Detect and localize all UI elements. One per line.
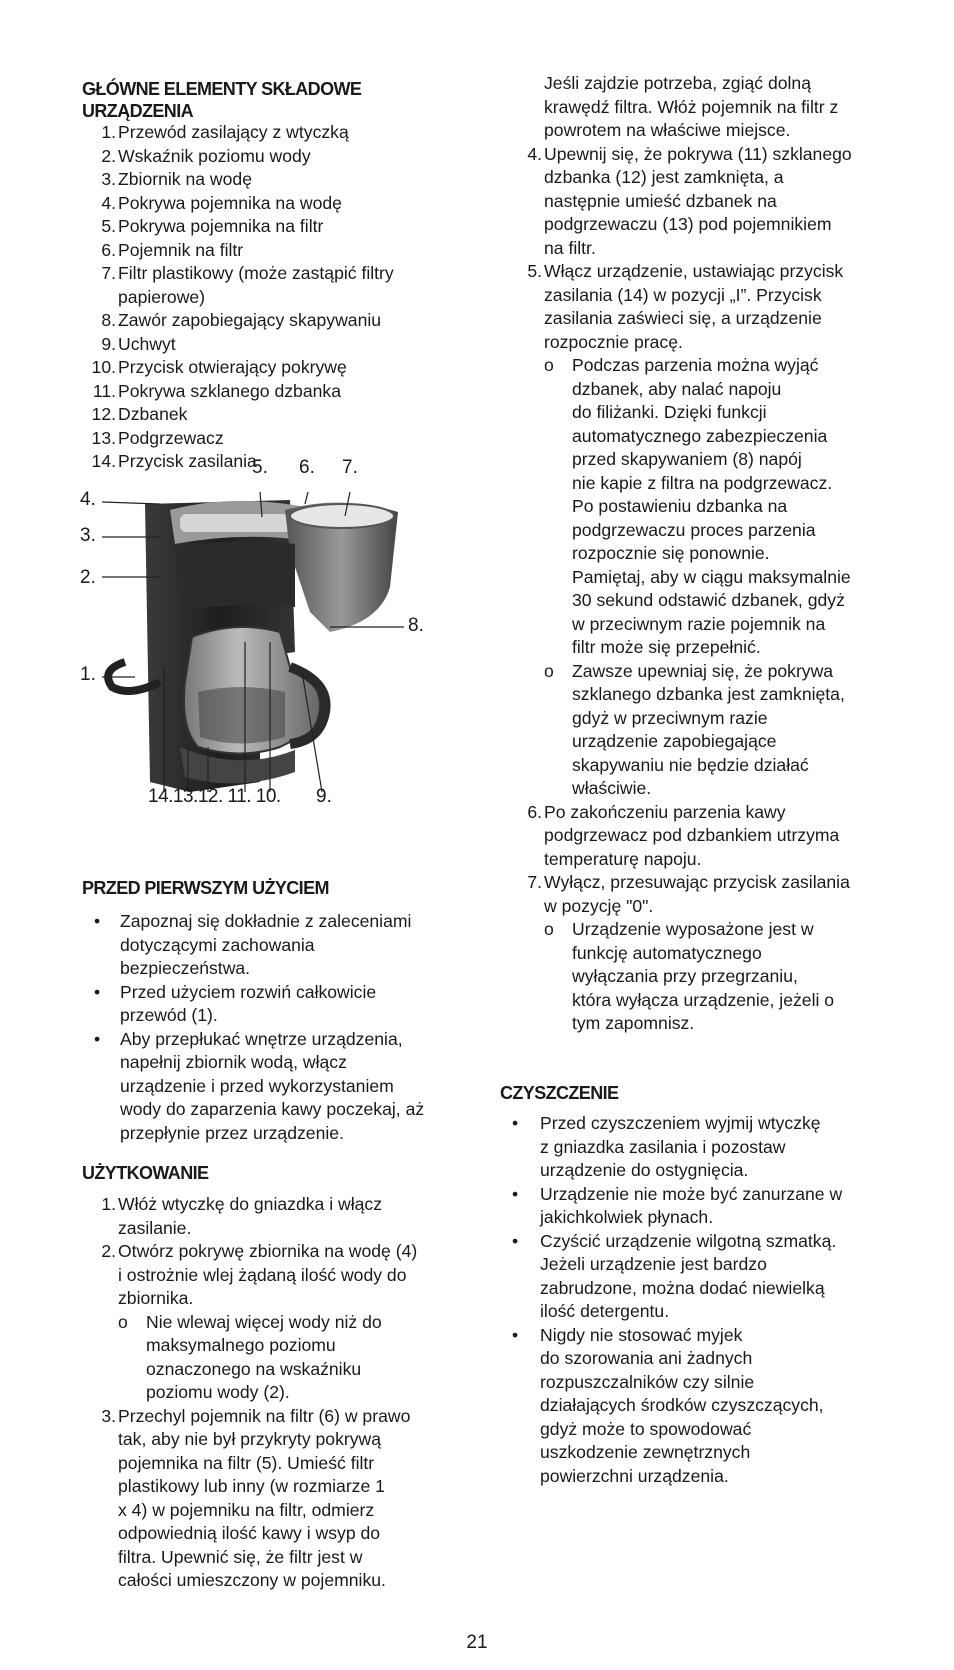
list-item: 14. Przycisk zasilania xyxy=(91,451,257,471)
filter-rim xyxy=(290,504,394,528)
list-item: 11. Pokrywa szklanego dzbanka xyxy=(92,380,341,401)
list-item: • Przed czyszczeniem wyjmij wtyczkę z gniazdka zasilania i pozostaw urządzenie do ostygnięcia. xyxy=(512,1113,821,1180)
list-item: 10. Przycisk otwierający pokrywę xyxy=(91,357,347,377)
list-item: 13. Podgrzewacz xyxy=(91,427,224,448)
heading-components xyxy=(82,78,361,122)
list-item: 1. Włóż wtyczkę do gniazdka i włącz zasilanie. xyxy=(101,1194,383,1238)
list-item: • Czyścić urządzenie wilgotną szmatką. Jeżeli urządzenie jest bardzo zabrudzone, można dodać niewielką ilość detergentu. xyxy=(512,1230,837,1321)
label-9: 9. xyxy=(316,786,332,807)
list-item: • Zapoznaj się dokładnie z zaleceniami dotyczącymi zachowania bezpieczeństwa. xyxy=(94,911,412,978)
heading-line: GŁÓWNE ELEMENTY SKŁADOWE xyxy=(82,79,362,99)
list-item: Jeśli zajdzie potrzeba, zgiąć dolną krawędź filtra. Włóż pojemnik na filtr z powrotem na właściwe miejsce. xyxy=(544,73,839,140)
list-item: 4. Upewnij się, że pokrywa (11) szklanego dzbanka (12) jest zamknięta, a następnie umieść dzbanek na podgrzewaczu (13) pod pojemnikiem na filtr. xyxy=(527,143,852,258)
list-item: • Nigdy nie stosować myjek do szorowania ani żadnych rozpuszczalników czy silnie działających środków czyszczących, gdyż może to spowodować uszkodzenie zewnętrznych powierzchni urządzenia. xyxy=(512,1324,824,1486)
page-number: 21 xyxy=(466,1632,488,1653)
label-4: 4. xyxy=(80,489,96,510)
heading-usage: UŻYTKOWANIE xyxy=(82,1163,209,1183)
coffee-maker-illustration xyxy=(80,492,470,872)
bullet-icon: • xyxy=(94,1028,101,1049)
heading-cleaning: CZYSZCZENIE xyxy=(500,1083,619,1103)
list-item: 5. Pokrywa pojemnika na filtr xyxy=(101,216,324,236)
bullet-icon: • xyxy=(94,911,101,931)
bullet-icon: • xyxy=(94,981,101,1002)
label-2: 2. xyxy=(80,567,96,588)
label-1: 1. xyxy=(80,664,96,685)
list-item: 3. Przechyl pojemnik na filtr (6) w prawo tak, aby nie był przykryty pokrywą pojemnika na filtr (5). Umieść filtr plastikowy lub inny (w rozmiarze 1 x 4) w pojemniku na filtr, odmierz odpowiednią ilość kawy i wsyp do filtra. Upewnić się, że filtr jest w całości umieszczony w pojemniku. xyxy=(101,1405,411,1590)
list-item: 3. Zbiornik na wodę xyxy=(101,169,252,189)
first-use-list xyxy=(82,910,482,1145)
list-item: o Podczas parzenia można wyjąć dzbanek, aby nalać napoju do filiżanki. Dzięki funkcji automatycznego zabezpieczenia przed skapywaniem (8) napój nie kapie z filtra na podgrzewacz. Po postawieniu dzbanka na podgrzewaczu proces parzenia rozpocznie się ponownie. Pamiętaj, aby w ciągu maksymalnie 30 sekund odstawić dzbanek, gdyż w przeciwnym razie pojemnik na filtr może się przepełnić. xyxy=(544,355,851,657)
window-shape xyxy=(175,541,295,610)
label-8: 8. xyxy=(408,615,424,636)
list-item: o Nie wlewaj więcej wody niż do maksymalnego poziomu oznaczonego na wskaźniku poziomu wody (2). xyxy=(118,1311,382,1402)
label-bottom-row: 14.13.12. 11. 10. xyxy=(148,786,281,807)
list-item: 2. Wskaźnik poziomu wody xyxy=(101,145,311,166)
bullet-icon: • xyxy=(512,1113,519,1133)
list-item: o Zawsze upewniaj się, że pokrywa szklanego dzbanka jest zamknięta, gdyż w przeciwnym razie urządzenie zapobiegające skapywaniu nie będzie działać właściwie. xyxy=(544,660,845,798)
list-item: 6. Po zakończeniu parzenia kawy podgrzewacz pod dzbankiem utrzyma temperaturę napoju. xyxy=(527,801,840,869)
label-6: 6. xyxy=(299,457,315,478)
list-item: 9. Uchwyt xyxy=(101,333,176,354)
list-item: 1. Przewód zasilający z wtyczką xyxy=(101,122,349,142)
usage-list-right xyxy=(508,72,908,1036)
list-item: • Urządzenie nie może być zanurzane w jakichkolwiek płynach. xyxy=(512,1183,843,1227)
components-list xyxy=(82,121,482,474)
bullet-icon: • xyxy=(512,1324,519,1345)
label-7: 7. xyxy=(342,457,358,478)
list-item: 12. Dzbanek xyxy=(91,404,188,424)
list-item: 6. Pojemnik na filtr xyxy=(101,239,244,260)
label-3: 3. xyxy=(80,525,96,546)
heading-line: URZĄDZENIA xyxy=(82,101,193,121)
label-5: 5. xyxy=(252,457,268,478)
list-item: 8. Zawór zapobiegający skapywaniu xyxy=(101,310,382,330)
bullet-icon: • xyxy=(512,1230,519,1251)
list-item: 4. Pokrywa pojemnika na wodę xyxy=(101,192,342,213)
list-item: 2. Otwórz pokrywę zbiornika na wodę (4) i ostrożnie wlej żądaną ilość wody do zbiornika. xyxy=(101,1241,418,1308)
list-item: o Urządzenie wyposażone jest w funkcję automatycznego wyłączania przy przegrzaniu, która wyłącza urządzenie, jeżeli o tym zapomnisz. xyxy=(544,919,835,1033)
coffee-level xyxy=(198,687,285,744)
heading-first-use: PRZED PIERWSZYM UŻYCIEM xyxy=(82,878,329,898)
list-item: 7. Wyłącz, przesuwając przycisk zasilania w pozycję "0". xyxy=(527,872,850,916)
list-item: • Przed użyciem rozwiń całkowicie przewód (1). xyxy=(94,981,377,1025)
cleaning-list xyxy=(500,1112,910,1488)
bullet-icon: • xyxy=(512,1183,519,1204)
usage-list-left xyxy=(82,1193,482,1593)
list-item: • Aby przepłukać wnętrze urządzenia, napełnij zbiornik wodą, włącz urządzenie i przed wykorzystaniem wody do zaparzenia kawy poczekaj, aż przepłynie przez urządzenie. xyxy=(94,1028,425,1143)
lid-highlight xyxy=(180,514,290,532)
list-item: 7. Filtr plastikowy (może zastąpić filtry papierowe) xyxy=(101,263,394,307)
list-item: 5. Włącz urządzenie, ustawiając przycisk zasilania (14) w pozycji „I”. Przycisk zasilania zaświeci się, a urządzenie rozpocznie pracę. xyxy=(527,261,844,352)
